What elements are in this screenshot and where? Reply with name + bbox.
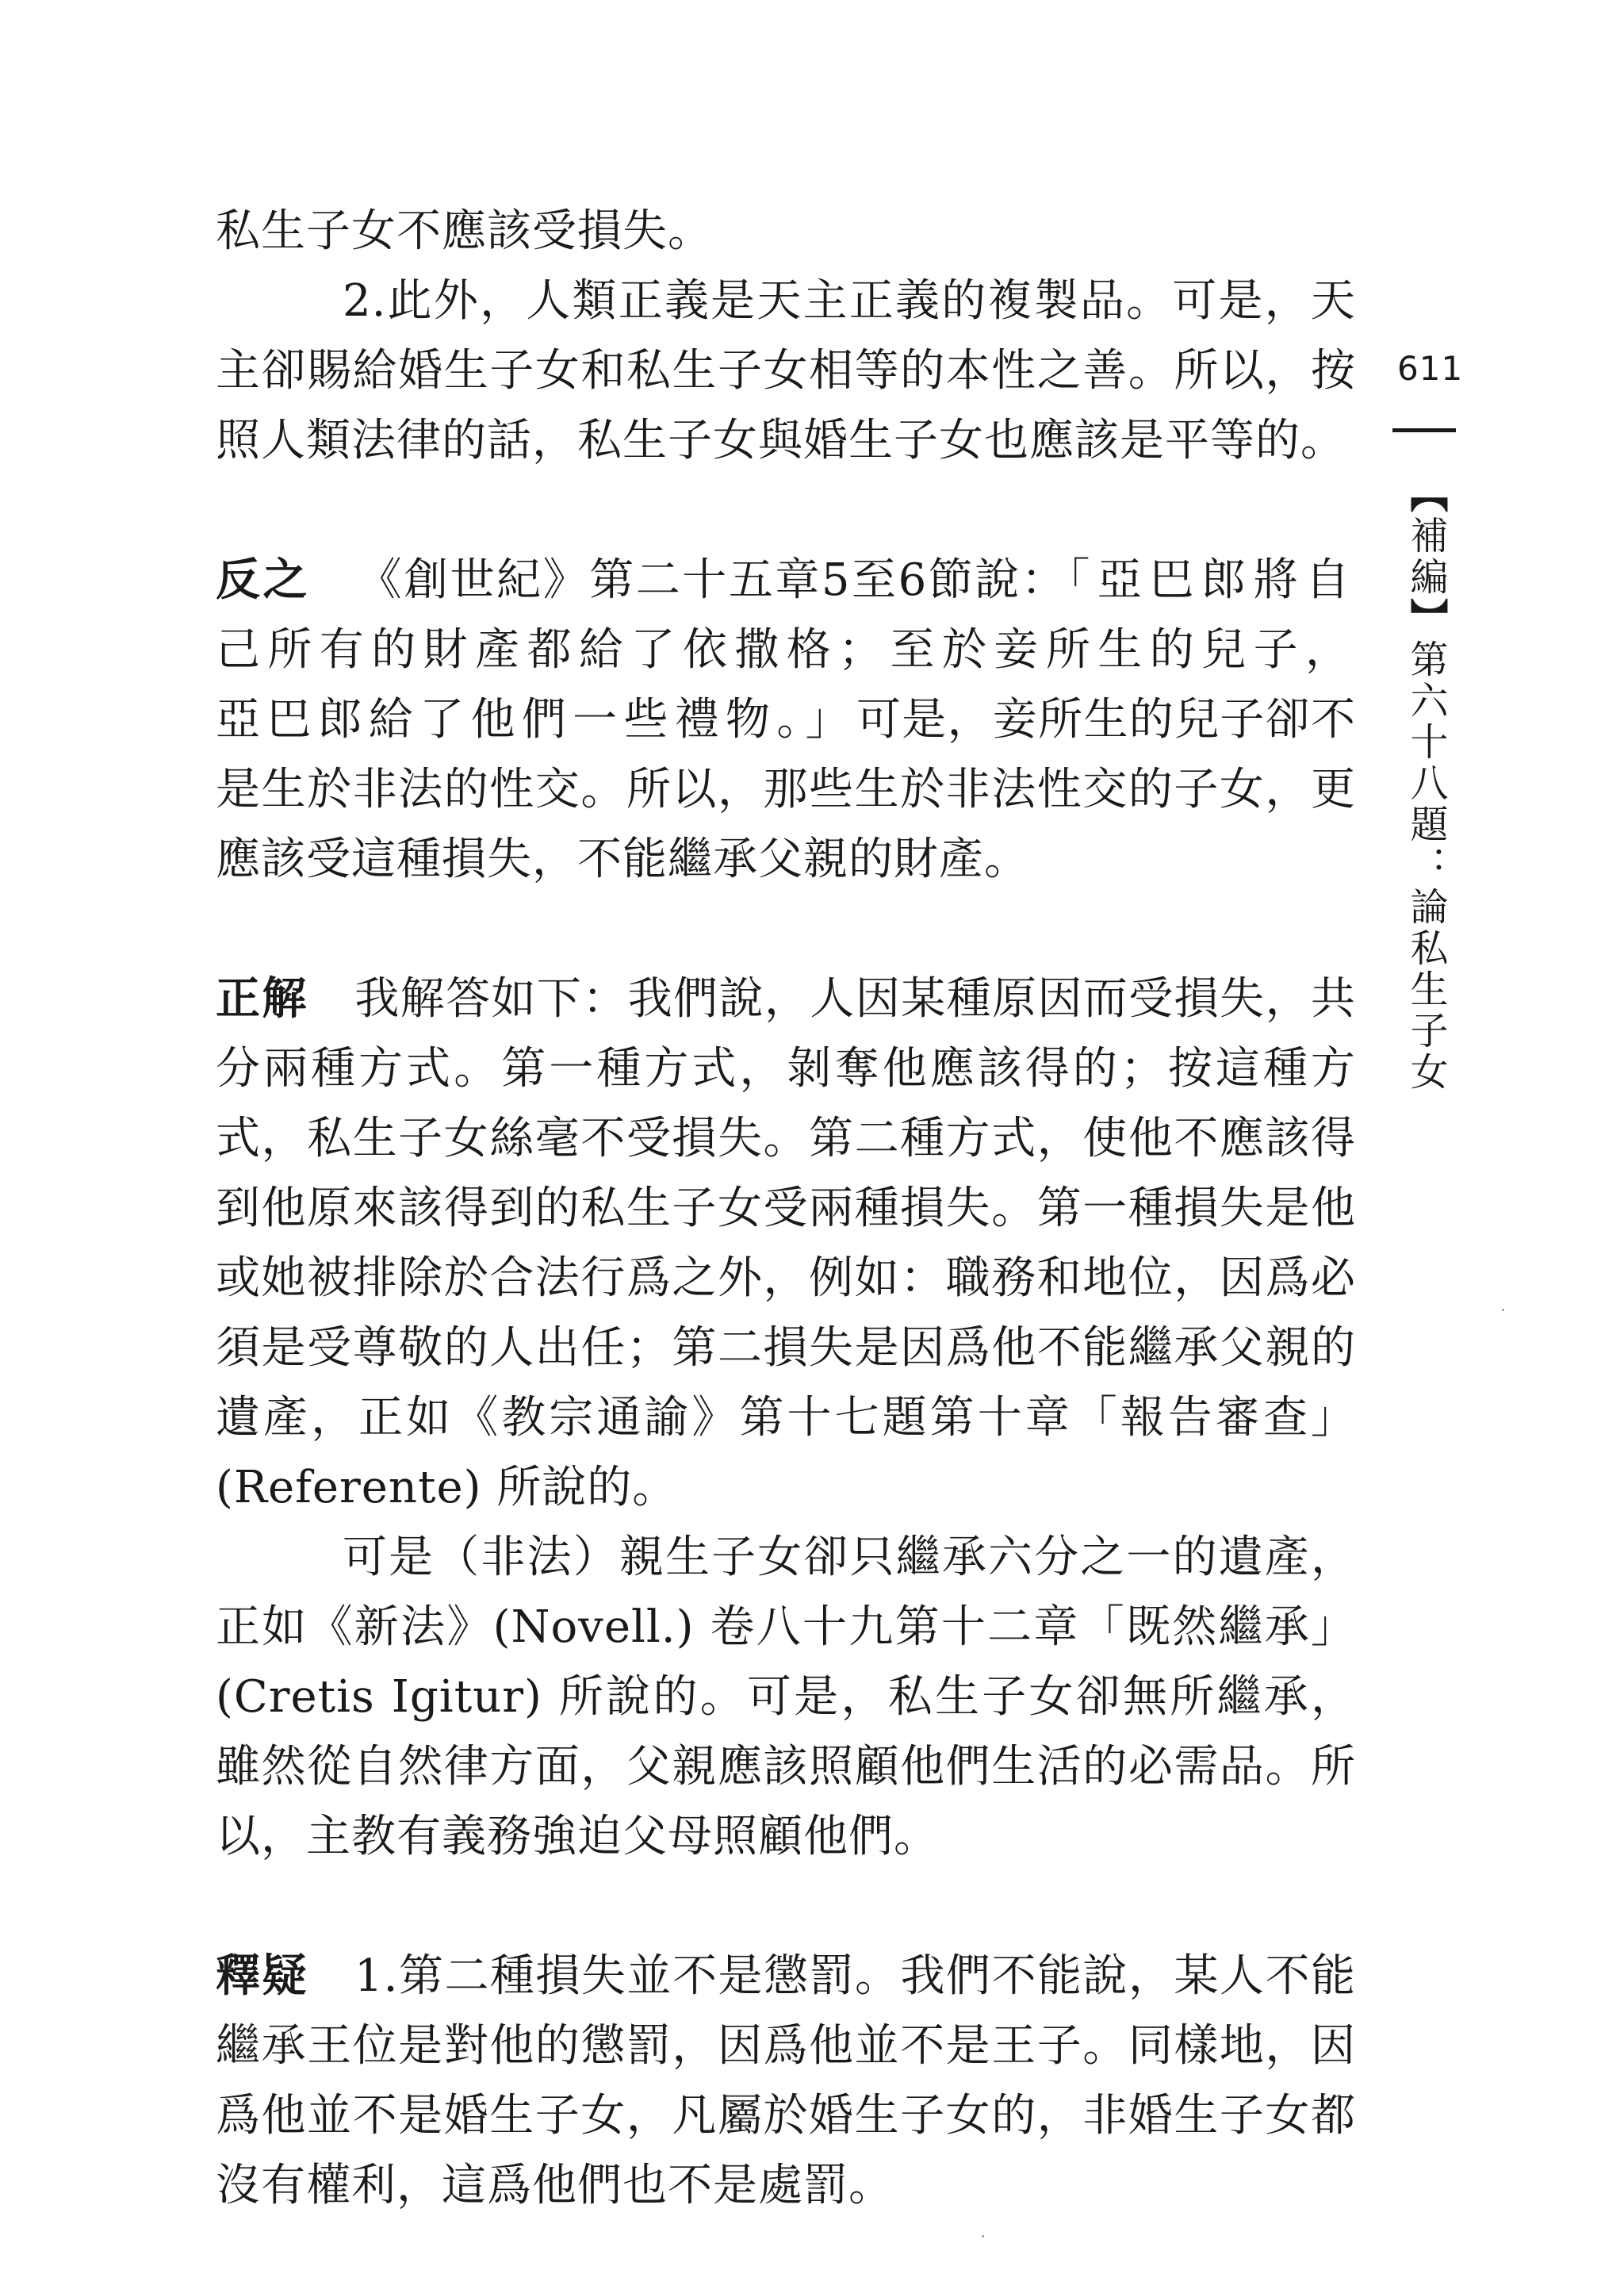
- running-head-title: 第六十八題：論私生子女: [1404, 639, 1448, 1093]
- running-head: [1404, 474, 1448, 1093]
- paper-speck: [982, 2235, 984, 2237]
- paragraph-objection-2: 2.此外，人類正義是天主正義的複製品。可是，天主卻賜給婚生子女和私生子女相等的本性之善。所以，按照人類法律的話，私生子女與婚生子女也應該是平等的。: [216, 275, 1356, 466]
- paragraph-respondeo-continued: 可是（非法）親生子女卻只繼承六分之一的遺產，正如《新法》(Novell.) 卷八十九第十二章「既然繼承」(Cretis Igitur) 所說的。可是，私生子女卻無所繼承，雖然從自然律方面，父親應該照顧他們生活的必需品。所以，主教有義務強迫父母照顧他們。: [216, 1532, 1356, 1862]
- section-label-reply: 釋疑: [216, 1950, 309, 2002]
- scripture-quote: 「亞巴郎將自己所有的財產都給了依撒格；至於妾所生的兒子，亞巴郎給了他們一些禮物。」: [216, 554, 1356, 746]
- reply-text: 1.第二種損失並不是懲罰。我們不能說，某人不能繼承王位是對他的懲罰，因爲他並不是王子。同樣地，因爲他並不是婚生子女，凡屬於婚生子女的，非婚生子女都沒有權利，這爲他們也不是處罰。: [216, 1950, 1357, 2211]
- sed-contra-argument: 可是，妾所生的兒子卻不是生於非法的性交。所以，那些生於非法性交的子女，更應該受這種損失，不能繼承父親的財產。: [216, 694, 1357, 885]
- running-head-section: 補編: [1404, 516, 1448, 598]
- paragraph-continuation: 私生子女不應該受損失。: [216, 205, 713, 257]
- section-label-respondeo: 正解: [216, 973, 308, 1025]
- running-head-bracket-close: 】: [1404, 598, 1448, 639]
- body-text: [216, 197, 1356, 2221]
- paragraph-gap: [216, 895, 1356, 964]
- running-head-bracket-open: 【: [1404, 474, 1448, 516]
- paragraph-gap: [216, 476, 1356, 546]
- sed-contra-citation: 《創世紀》第二十五章5至6節說：: [356, 554, 1068, 606]
- paper-speck: [1502, 1309, 1504, 1311]
- page-number: 611: [1397, 349, 1464, 388]
- header-rule: [1392, 428, 1456, 432]
- paragraph-gap: [216, 1872, 1356, 1942]
- section-label-sed-contra: 反之: [216, 554, 311, 606]
- paragraph-reply-objections: [216, 1942, 1356, 2221]
- paragraph-respondeo: [216, 964, 1356, 1523]
- respondeo-text: 我解答如下：我們說，人因某種原因而受損失，共分兩種方式。第一種方式，剝奪他應該得的；按這種方式，私生子女絲毫不受損失。第二種方式，使他不應該得到他原來該得到的私生子女受兩種損失。第一種損失是他或她被排除於合法行爲之外，例如：職務和地位，因爲必須是受尊敬的人出任；第二損失是因爲他不能繼承父親的遺產，正如《教宗通諭》第十七題第十章「報告審查」(Referente) 所說的。: [216, 973, 1357, 1513]
- paragraph-sed-contra: [216, 546, 1356, 895]
